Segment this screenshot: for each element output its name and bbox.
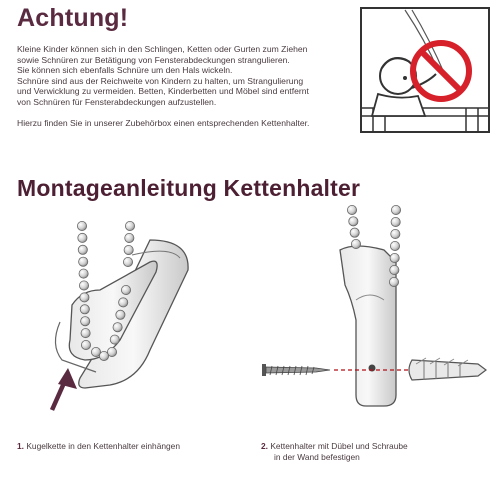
chain-bead [391, 217, 400, 226]
step1-text: Kugelkette in den Kettenhalter einhängen [26, 441, 180, 451]
chain-bead [124, 245, 133, 254]
step2-illustration [262, 205, 486, 406]
chain-bead [81, 340, 90, 349]
screw-icon [262, 364, 330, 376]
chain-bead [77, 221, 86, 230]
chain-bead [79, 257, 88, 266]
step2-text-line2: in der Wand befestigen [274, 451, 360, 462]
chain-bead [389, 277, 398, 286]
chain-bead [119, 298, 128, 307]
chain-bead [391, 229, 400, 238]
chain-bead [347, 205, 356, 214]
warning-line: Kleine Kinder können sich in den Schlingen, Ketten oder Gurten zum Ziehen [17, 44, 308, 54]
warning-line: von Schnüren für Fensterabdeckungen aufzustellen. [17, 96, 217, 107]
chain-bead [80, 305, 89, 314]
chain-bead [125, 221, 134, 230]
chain-bead [350, 228, 359, 237]
step1-illustration [52, 221, 188, 410]
chain-bead [110, 335, 119, 344]
wall-plug-icon [409, 358, 486, 380]
chain-bead [116, 310, 125, 319]
chain-bead [80, 293, 89, 302]
step2-caption [261, 441, 461, 462]
warning-line: Sie können sich ebenfalls Schnüre um den Hals wickeln. [17, 65, 233, 76]
chain-bead [113, 323, 122, 332]
chain-bead [79, 281, 88, 290]
chain-bead [351, 239, 360, 248]
warning-title: Achtung! [17, 4, 129, 32]
chain-bead [99, 351, 108, 360]
step2-text-line1: Kettenhalter mit Dübel und Schraube [270, 441, 408, 451]
chain-bead [81, 317, 90, 326]
chain-bead [78, 233, 87, 242]
chain-bead [79, 269, 88, 278]
step1-number: 1. [17, 441, 24, 451]
chain-bead [390, 241, 399, 250]
chain-bead [390, 265, 399, 274]
chain-bead [349, 217, 358, 226]
chain-bead [123, 257, 132, 266]
warning-line: Schnüre sind aus der Reichweite von Kindern zu halten, um Strangulierung [17, 75, 304, 86]
accessory-note: Hierzu finden Sie in unserer Zubehörbox einen entsprechenden Kettenhalter. [17, 117, 310, 128]
warning-line: und Verwicklung zu vermeiden. Betten, Kinderbetten und Möbel sind entfernt [17, 86, 309, 97]
step2-number: 2. [261, 441, 268, 451]
chain-bead [121, 285, 130, 294]
chain-bead [125, 233, 134, 242]
chain-bead [390, 253, 399, 262]
warning-line: sowie Schnüren zur Betätigung von Fensterabdeckungen strangulieren. [17, 54, 290, 65]
instructions-title: Montageanleitung Kettenhalter [17, 175, 361, 201]
chain-bead [391, 205, 400, 214]
chain-bead [81, 329, 90, 338]
child-window-prohibition-icon [361, 8, 489, 132]
chain-bead [78, 245, 87, 254]
step1-caption [17, 441, 180, 452]
